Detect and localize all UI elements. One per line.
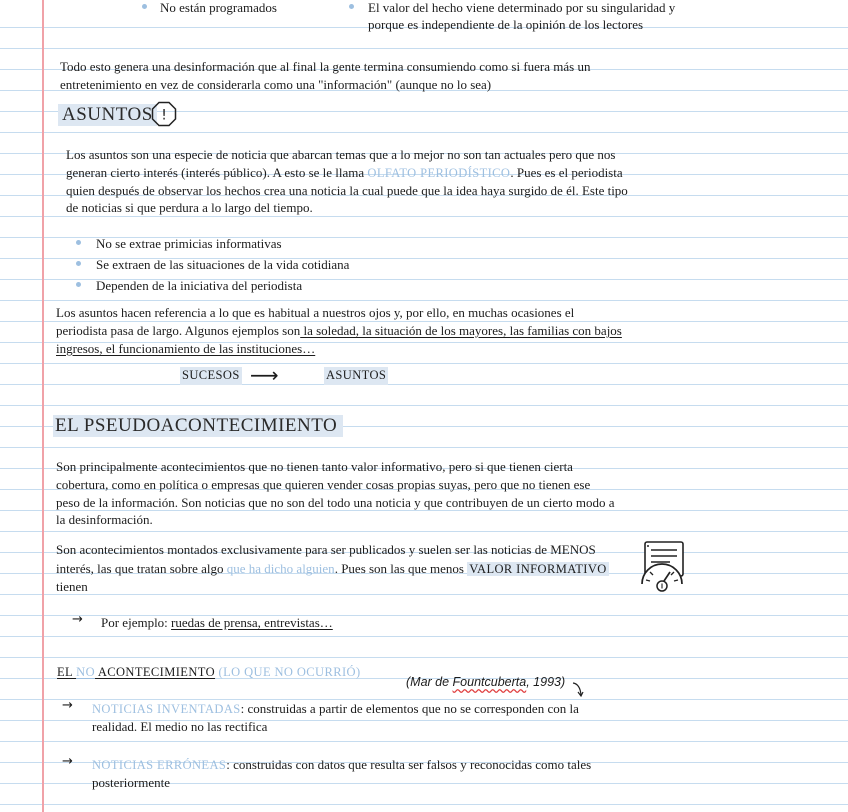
intro-line2: entretenimiento en vez de considerarla como una "información" (aunque no lo sea) <box>60 77 492 92</box>
no-acont-item2-line1: NOTICIAS ERRÓNEAS: construidas con datos que resulta ser falsos y reconocidas como tales <box>92 757 592 772</box>
pseudo-example: Por ejemplo: ruedas de prensa, entrevistas… <box>101 615 333 630</box>
que-ha-dicho-alguien: que ha dicho alguien <box>226 561 335 576</box>
right-arrow-icon: → <box>62 754 73 769</box>
noticias-inventadas-term: NOTICIAS INVENTADAS <box>92 702 241 716</box>
asuntos-p1-line4: de noticias si que perdura a lo largo del tiempo. <box>66 200 313 215</box>
pseudo-p1-line1: Son principalmente acontecimientos que no tienen tanto valor informativo, pero si que tienen cierta <box>56 459 573 474</box>
pseudo-p1-line3: peso de la información. Son noticias que no son del todo una noticia y que contribuyen de un cierto modo a <box>56 495 615 510</box>
bullet-dot <box>349 4 354 9</box>
top-right-bullet-line1: El valor del hecho viene determinado por su singularidad y <box>368 0 676 15</box>
right-arrow-icon: → <box>62 698 73 713</box>
pseudo-p1-line4: la desinformación. <box>56 512 153 527</box>
no-acont-item1-line2: realidad. El medio no las rectifica <box>92 719 268 734</box>
alert-icon-glyph: ! <box>161 107 167 124</box>
intro-line1: Todo esto genera una desinformación que al final la gente termina consumiendo como si fuera más un <box>60 59 591 74</box>
asuntos-bullet-2: Se extraen de las situaciones de la vida cotidiana <box>96 257 350 272</box>
citation: (Mar de Fountcuberta, 1993) <box>406 675 566 689</box>
olfato-term: OLFATO PERIODÍSTICO <box>367 166 511 180</box>
top-left-bullet: No están programados <box>160 0 277 15</box>
top-right-bullet-line2: porque es independiente de la opinión de los lectores <box>368 17 644 32</box>
valor-informativo-term: VALOR INFORMATIVO <box>469 562 607 576</box>
asuntos-p1-line3: quien después de observar los hechos crea una noticia la cual puede que la idea haya surgido de él. Este tipo <box>66 183 628 198</box>
asuntos-bullet-1: No se extrae primicias informativas <box>96 236 282 251</box>
asuntos-p2-line3: ingresos, el funcionamiento de las instituciones… <box>56 341 316 356</box>
alert-octagon-icon <box>151 101 177 127</box>
asuntos-p1-line1: Los asuntos son una especie de noticia que abarcan temas que a lo mejor no son tan actuales pero que nos <box>66 147 616 162</box>
asuntos-p2-line2: periodista pasa de largo. Algunos ejemplos son la soledad, la situación de los mayores, las familias con bajos <box>56 323 622 338</box>
bullet-dot <box>76 282 81 287</box>
asuntos-p1-line2: generan cierto interés (interés público). A esto se le llama OLFATO PERIODÍSTICO. Pues es el periodista <box>66 165 623 180</box>
right-arrow-icon: → <box>72 612 83 627</box>
flow-from: SUCESOS <box>180 367 242 385</box>
news-report-gauge-icon <box>636 540 690 594</box>
pseudo-p2-line3: tienen <box>56 579 88 594</box>
curved-arrow-icon <box>572 680 588 700</box>
noticias-erroneas-term: NOTICIAS ERRÓNEAS <box>92 758 227 772</box>
pseudo-p2-line1: Son acontecimientos montados exclusivamente para ser publicados y suelen ser las noticias de MENOS <box>56 542 596 557</box>
long-arrow-icon: ⟶ <box>250 363 279 387</box>
page-margin-line <box>42 0 44 812</box>
pseudo-heading: EL PSEUDOACONTECIMIENTO <box>53 415 343 437</box>
pseudo-p2-line2: interés, las que tratan sobre algo que ha dicho alguien. Pues son las que menos VALOR INFORMATIVO <box>56 561 607 576</box>
flow-to: ASUNTOS <box>324 367 388 385</box>
bullet-dot <box>76 261 81 266</box>
no-acont-item2-line2: posteriormente <box>92 775 170 790</box>
asuntos-p2-line1: Los asuntos hacen referencia a lo que es habitual a nuestros ojos y, por ello, en muchas ocasiones el <box>56 305 575 320</box>
asuntos-heading: ASUNTOS <box>58 104 157 126</box>
asuntos-bullet-3: Dependen de la iniciativa del periodista <box>96 278 303 293</box>
no-acont-item1-line1: NOTICIAS INVENTADAS: construidas a partir de elementos que no se corresponden con la <box>92 701 579 716</box>
bullet-dot <box>142 4 147 9</box>
pseudo-p1-line2: cobertura, como en política o empresas que quieren vender cosas propias suyas, pero que no tienen ese <box>56 477 591 492</box>
bullet-dot <box>76 240 81 245</box>
no-acont-heading: EL NO ACONTECIMIENTO (LO QUE NO OCURRIÓ) <box>57 665 361 679</box>
